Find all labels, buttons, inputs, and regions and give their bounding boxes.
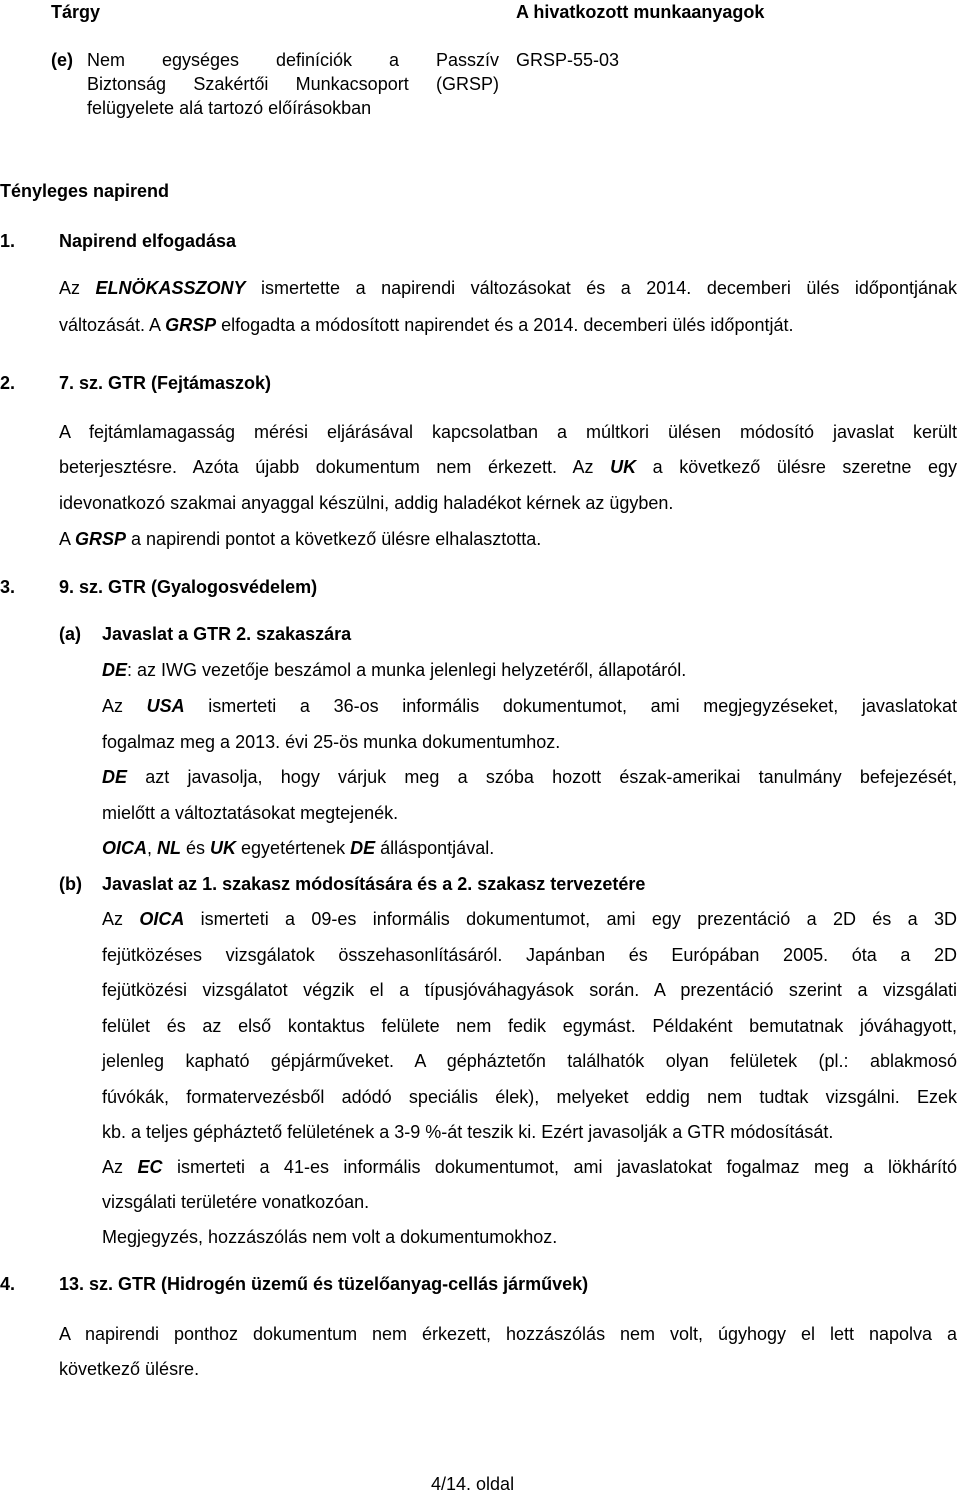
s3-a-usa-line-1: Az USA ismerteti a 36-os informális dokumentumot, ami megjegyzéseket, javaslatokat [102, 696, 957, 716]
s3-b-line-5: jelenleg kapható gépjárműveket. A gépháztetőn találhatók olyan felületek (pl.: ablakmosó [102, 1051, 957, 1071]
s2-line-2: beterjesztésre. Azóta újabb dokumentum nem érkezett. Az UK a következő ülésre szeretne egy [59, 457, 958, 477]
s3-number: 3. [0, 577, 16, 597]
item-e-subject-line-1: Nem egységes definíciók a Passzív [87, 50, 499, 70]
item-e-label: (e) [51, 50, 73, 70]
s2-line-3: idevonatkozó szakmai anyaggal készülni, addig haladékot kérnek az ügyben. [59, 493, 674, 513]
s3-b-line-4: felület és az első kontaktus felülete nem fedik egymást. Példaként bemutatnak jóváhagyott, [102, 1016, 957, 1036]
s3-a-de-line: DE: az IWG vezetője beszámol a munka jelenlegi helyzetéről, állapotáról. [102, 660, 687, 680]
s3-b-line-2: fejütközéses vizsgálatok összehasonlításáról. Japánban és Európában 2005. óta a 2D [102, 945, 957, 965]
s3-b-ec-line-2: vizsgálati területére vonatkozóan. [102, 1192, 370, 1212]
item-e-reference: GRSP-55-03 [516, 50, 620, 70]
s2-line-4: A GRSP a napirendi pontot a következő ülésre elhalasztotta. [59, 529, 542, 549]
page-number: 4/14. oldal [431, 1474, 515, 1494]
s2-number: 2. [0, 373, 16, 393]
header-references: A hivatkozott munkaanyagok [516, 2, 765, 22]
header-subject: Tárgy [51, 2, 101, 22]
s3-b-note: Megjegyzés, hozzászólás nem volt a dokumentumokhoz. [102, 1227, 558, 1247]
s3-b-line-7: kb. a teljes gépháztető felületének a 3-9 %-át teszik ki. Ezért javasolják a GTR módosítását. [102, 1122, 834, 1142]
s3-b-title: Javaslat az 1. szakasz módosítására és a 2. szakasz tervezetére [102, 874, 646, 894]
s3-a-agree-line: OICA, NL és UK egyetértenek DE álláspontjával. [102, 838, 495, 858]
s3-a-de2-line-2: mielőtt a változtatásokat megtejenék. [102, 803, 399, 823]
s2-line-1: A fejtámlamagasság mérési eljárásával kapcsolatban a múltkori ülésen módosító javaslat került [59, 422, 957, 442]
chair-name: ELNÖKASSZONY [95, 278, 246, 298]
s3-b-line-6: fúvókák, formatervezésből adódó speciális élek), melyeket eddig nem tudtak vizsgálni. Ezek [102, 1087, 957, 1107]
item-e-subject-line-3: felügyelete alá tartozó előírásokban [87, 98, 372, 118]
s4-line-2: következő ülésre. [59, 1359, 200, 1379]
s3-b-oica-line-1: Az OICA ismerteti a 09-es informális dokumentumot, ami egy prezentáció a 2D és a 3D [102, 909, 957, 929]
s3-b-label: (b) [59, 874, 82, 894]
grsp-name: GRSP [165, 315, 217, 335]
s1-title: Napirend elfogadása [59, 231, 237, 251]
s2-title: 7. sz. GTR (Fejtámaszok) [59, 373, 272, 393]
s4-number: 4. [0, 1274, 16, 1294]
item-e-subject-line-2: Biztonság Szakértői Munkacsoport (GRSP) [87, 74, 499, 94]
s4-title: 13. sz. GTR (Hidrogén üzemű és tüzelőanyag-cellás járművek) [59, 1274, 589, 1294]
s3-a-title: Javaslat a GTR 2. szakaszára [102, 624, 352, 644]
s3-title: 9. sz. GTR (Gyalogosvédelem) [59, 577, 318, 597]
s3-b-ec-line-1: Az EC ismerteti a 41-es informális dokumentumot, ami javaslatokat fogalmaz meg a lökhárító [102, 1157, 957, 1177]
s1-paragraph-line-1: Az ELNÖKASSZONY ismertette a napirendi változásokat és a 2014. decemberi ülés időpontjának [59, 278, 957, 298]
s3-a-usa-line-2: fogalmaz meg a 2013. évi 25-ös munka dokumentumhoz. [102, 732, 561, 752]
s3-a-de2-line-1: DE azt javasolja, hogy várjuk meg a szóba hozott észak-amerikai tanulmány befejezését, [102, 767, 957, 787]
s1-number: 1. [0, 231, 16, 251]
section-title: Tényleges napirend [0, 181, 170, 201]
s1-paragraph-line-2: változását. A GRSP elfogadta a módosított napirendet és a 2014. decemberi ülés időpontját. [59, 315, 794, 335]
s3-a-label: (a) [59, 624, 81, 644]
s3-b-line-3: fejütközési vizsgálatot végzik el a típusjóváhagyások során. A prezentáció szerint a vizsgálati [102, 980, 957, 1000]
s4-line-1: A napirendi ponthoz dokumentum nem érkezett, hozzászólás nem volt, úgyhogy el lett napolva a [59, 1324, 957, 1344]
